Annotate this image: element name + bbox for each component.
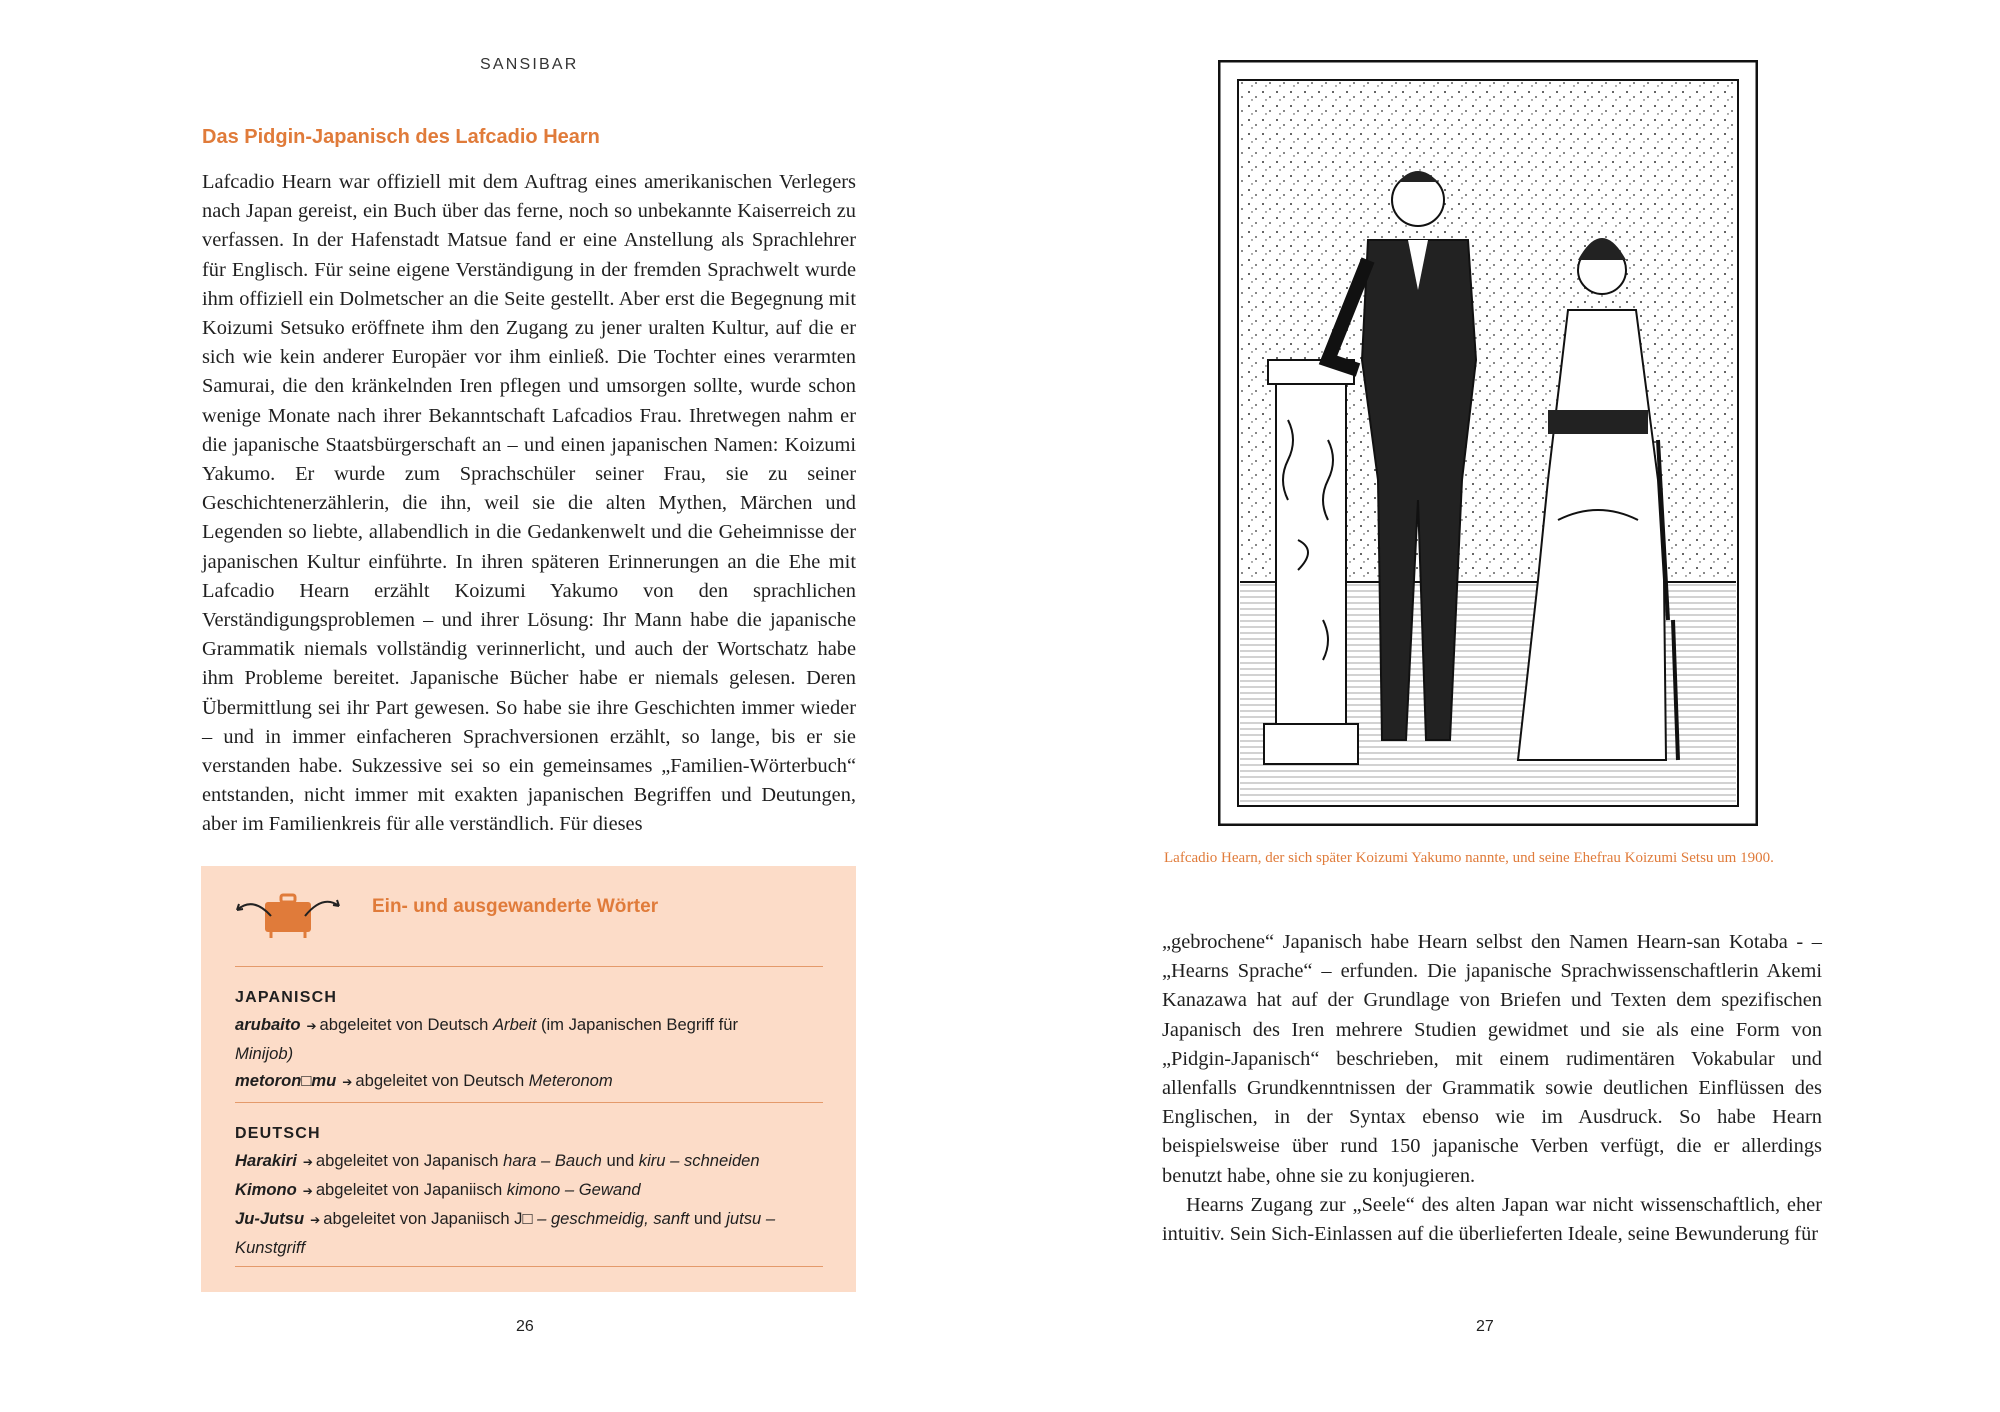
- list-item: [235, 1205, 823, 1261]
- running-head: SANSIBAR: [480, 56, 579, 73]
- entry-term: metoron□mu: [235, 1071, 337, 1090]
- arrow-icon: ➔: [342, 1075, 353, 1089]
- box-section-heading: DEUTSCH: [235, 1125, 321, 1142]
- entry-text: abgeleitet von Deutsch: [355, 1071, 529, 1090]
- divider: [235, 1102, 823, 1103]
- entry-text: abgeleitet von Japaniisch J□: [323, 1209, 533, 1228]
- box-section-japanisch: [235, 984, 823, 1096]
- paragraph: Lafcadio Hearn war offiziell mit dem Auftrag eines amerikanischen Verlegers nach Japan gereist, ein Buch über das ferne, noch so unbekannte Kaiserreich zu verfassen. In der Hafenstadt Matsue fand er eine Anstellung als Sprachlehrer für Englisch. Für seine eigene Verständigung in der fremden Sprachwelt wurde ihm offiziell ein Dolmetscher an die Seite gestellt. Aber erst die Begegnung mit Koizumi Setsuko eröffnete ihm den Zugang zu jener uralten Kultur, auf die er sich wie kein anderer Europäer vor ihm einließ. Die Tochter eines verarmten Samurai, die den kränkelnden Iren pflegen und umsorgen sollte, wurde schon wenige Monate nach ihrer Bekanntschaft Lafcadios Frau. Ihretwegen nahm er die japanische Staatsbürgerschaft an – und einen japanischen Namen: Koizumi Yakumo. Er wurde zum Sprachschüler seiner Frau, sie zu seiner Geschichtenerzählerin, die ihn, weil sie die alten Mythen, Märchen und Legenden so liebte, allabendlich in die Gedankenwelt und die Geheimnisse der japanischen Kultur einführte. In ihren späteren Erinnerungen an die Ehe mit Lafcadio Hearn erzählt Koizumi Yakumo von den sprachlichen Verständigungsproblemen – und ihrer Lösung: Ihr Mann habe die japanische Grammatik niemals vollständig verinnerlicht, und auch der Wortschatz habe ihm Probleme bereitet. Japanische Bücher habe er niemals gelesen. Deren Übermittlung sei ihr Part gewesen. So habe sie ihre Geschichten immer wieder – und in immer einfacheren Sprachversionen erzählt, so lange, bis er sie verstanden habe. Sukzessive sei so ein gemeinsames „Familien-Wörterbuch“ entstanden, nicht immer mit exakten japanischen Begriffen und Deutungen, aber im Familienkreis für alle verständlich. Für dieses: [202, 171, 856, 836]
- arrow-icon: ➔: [302, 1184, 313, 1198]
- entry-italic: jutsu –: [726, 1209, 776, 1228]
- paragraph: „gebrochene“ Japanisch habe Hearn selbst den Namen Hearn-san Kotaba - – „Hearns Sprache“ – erfunden. Die japanische Sprachwissenschaftlerin Akemi Kanazawa hat auf der Grundlage von Briefen und Texten dem spezifischen Japanisch des Iren mehrere Studien gewidmet und sie als eine Form von „Pidgin-Japanisch“ beschrieben, mit einem rudimentären Vokabular und allenfalls Grundkenntnissen der Grammatik sowie deutlichen Einflüssen des Englischen, in der Syntax ebenso wie im Ausdruck. So habe Hearn beispielsweise über rund 150 japanische Verben verfügt, die er allerdings benutzt habe, ohne sie zu konjugieren.: [1162, 931, 1822, 1187]
- entry-term: arubaito: [235, 1015, 301, 1034]
- divider: [235, 1266, 823, 1267]
- section-title: Das Pidgin-Japanisch des Lafcadio Hearn: [202, 126, 600, 148]
- entry-italic: Arbeit: [492, 1015, 537, 1034]
- entry-text: abgeleitet von Japanisch: [315, 1151, 504, 1170]
- box-section-heading: JAPANISCH: [235, 989, 338, 1006]
- right-page: [1000, 0, 2000, 1412]
- divider: [235, 966, 823, 967]
- list-item: [235, 1176, 823, 1205]
- suitcase-arrows-icon: [231, 886, 343, 944]
- entry-text: und: [689, 1209, 727, 1228]
- illustration: [1218, 60, 1758, 826]
- entry-text: abgeleitet von Deutsch: [319, 1015, 493, 1034]
- entry-term: Kimono: [235, 1180, 297, 1199]
- body-text-left: [202, 168, 856, 840]
- box-title: Ein- und ausgewanderte Wörter: [372, 896, 659, 917]
- list-item: [235, 1011, 823, 1067]
- entry-continuation: Minijob): [235, 1044, 294, 1063]
- entry-text: und: [601, 1151, 639, 1170]
- box-section-deutsch: [235, 1120, 823, 1261]
- entry-italic: – geschmeidig, sanft: [532, 1209, 690, 1228]
- paragraph: Hearns Zugang zur „Seele“ des alten Japan war nicht wissenschaftlich, eher intuitiv. Sein Sich-Einlassen auf die überlieferten Ideale, seine Bewunderung für: [1162, 1193, 1822, 1246]
- arrow-icon: ➔: [306, 1019, 317, 1033]
- entry-term: Harakiri: [235, 1151, 297, 1170]
- entry-text: (im Japanischen Begriff für: [536, 1015, 739, 1034]
- list-item: [235, 1067, 823, 1096]
- entry-italic: kimono – Gewand: [506, 1180, 641, 1199]
- entry-text: abgeleitet von Japaniisch: [315, 1180, 507, 1199]
- arrow-icon: ➔: [310, 1213, 321, 1227]
- list-item: [235, 1147, 823, 1176]
- entry-italic: hara – Bauch: [503, 1151, 602, 1170]
- page-number: 26: [516, 1318, 534, 1335]
- figure-caption: Lafcadio Hearn, der sich später Koizumi Yakumo nannte, und seine Ehefrau Koizumi Setsu um 1900.: [1164, 850, 1774, 866]
- body-text-right: [1162, 928, 1822, 1249]
- entry-italic: Meteronom: [528, 1071, 613, 1090]
- entry-continuation: Kunstgriff: [235, 1238, 306, 1257]
- page-number: 27: [1476, 1318, 1494, 1335]
- arrow-icon: ➔: [302, 1155, 313, 1169]
- info-box: [201, 866, 856, 1292]
- entry-term: Ju-Jutsu: [235, 1209, 305, 1228]
- entry-italic: kiru – schneiden: [638, 1151, 760, 1170]
